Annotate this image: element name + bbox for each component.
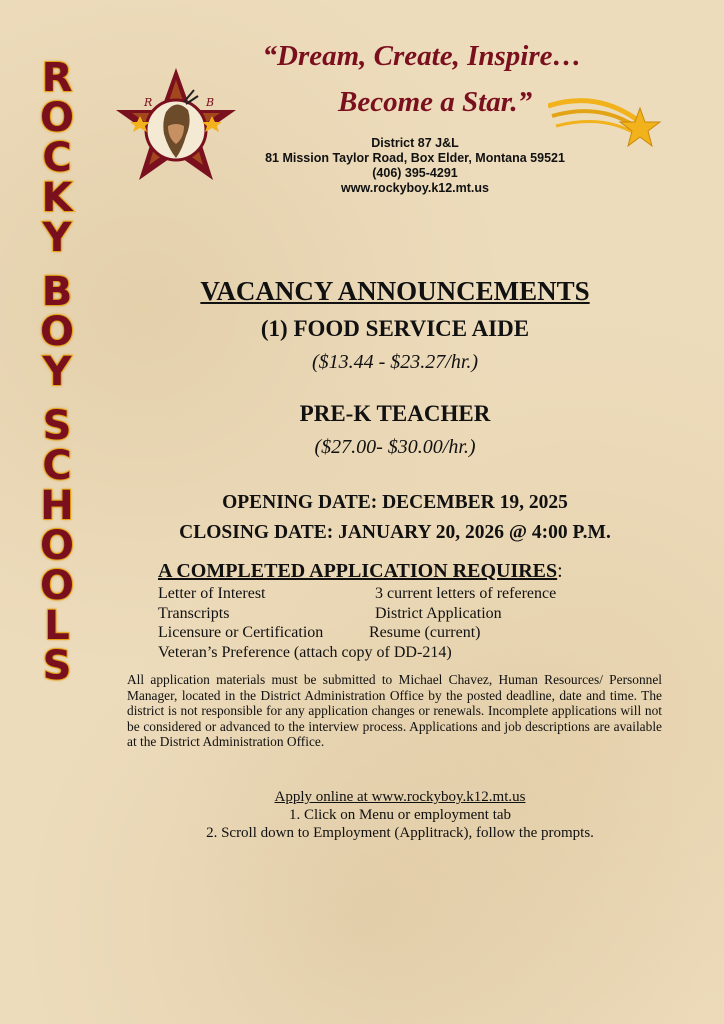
side-letter: Y <box>42 215 72 261</box>
side-letter: O <box>39 95 74 141</box>
side-letter: Y <box>42 349 72 395</box>
side-letter: R <box>41 55 73 101</box>
side-letter: C <box>42 135 72 181</box>
requirement-row-veteran: Veteran’s Preference (attach copy of DD-214) <box>158 643 452 661</box>
requirement-item: Resume (current) <box>369 624 481 641</box>
requirement-item: Transcripts <box>158 604 230 622</box>
motto-line-2: Become a Star.” <box>338 86 533 118</box>
district-address <box>250 136 580 196</box>
side-letter: O <box>39 563 74 609</box>
position-pay-food-service: ($13.44 - $23.27/hr.) <box>311 351 479 373</box>
requirements-list <box>158 584 556 662</box>
requirement-item: 3 current letters of reference <box>375 585 557 602</box>
closing-date: CLOSING DATE: JANUARY 20, 2026 @ 4:00 P.M. <box>179 522 611 543</box>
apply-step-1: 1. Click on Menu or employment tab <box>288 807 512 823</box>
district-name: District 87 J&L <box>371 136 459 150</box>
requirement-item: District Application <box>375 604 502 622</box>
side-title-rocky-boy-schools <box>32 55 82 689</box>
requirements-colon: : <box>557 560 563 582</box>
logo-initial-r: R <box>144 96 153 109</box>
side-letter: B <box>41 269 73 315</box>
requirements-heading-text: A COMPLETED APPLICATION REQUIRES <box>158 560 558 582</box>
side-letter: H <box>40 483 74 529</box>
logo-initial-b: B <box>206 96 215 109</box>
requirement-item: Licensure or Certification <box>158 624 324 641</box>
position-title-food-service: (1) FOOD SERVICE AIDE <box>260 316 530 341</box>
website: www.rockyboy.k12.mt.us <box>341 181 489 195</box>
side-letter: O <box>39 309 74 355</box>
requirement-item: Letter of Interest <box>158 585 266 602</box>
requirements-heading <box>158 560 563 583</box>
phone-number: (406) 395-4291 <box>372 166 458 180</box>
side-letter: O <box>39 523 74 569</box>
requirement-row <box>158 584 556 604</box>
apply-step-2: 2. Scroll down to Employment (Applitrack), follow the prompts. <box>206 825 594 841</box>
motto-line-1: “Dream, Create, Inspire… <box>262 40 582 72</box>
position-title-prek: PRE-K TEACHER <box>299 401 491 426</box>
opening-date: OPENING DATE: DECEMBER 19, 2025 <box>222 492 568 513</box>
requirement-row <box>158 604 556 624</box>
side-letter: S <box>42 643 72 689</box>
apply-online-block <box>150 788 650 842</box>
submission-instructions: All application materials must be submitted to Michael Chavez, Human Resources/ Personnel Manager, located in the District Administration Office by the posted deadline, date and time. The district is not responsible for any application changes or renewals. Incomplete applications will not be considered or advanced to the interview process. Applications and job descriptions are available at the District Administration Office. <box>127 672 662 750</box>
street-address: 81 Mission Taylor Road, Box Elder, Montana 59521 <box>265 151 565 165</box>
side-letter: L <box>44 603 70 649</box>
page-title: VACANCY ANNOUNCEMENTS <box>200 276 590 306</box>
requirement-row <box>158 623 556 643</box>
position-pay-prek: ($27.00- $30.00/hr.) <box>314 436 476 458</box>
side-letter: K <box>41 175 73 221</box>
side-letter: S <box>42 403 72 449</box>
district-star-logo-icon <box>114 66 238 184</box>
apply-online-link[interactable]: Apply online at www.rockyboy.k12.mt.us <box>274 789 526 805</box>
side-letter: C <box>42 443 72 489</box>
